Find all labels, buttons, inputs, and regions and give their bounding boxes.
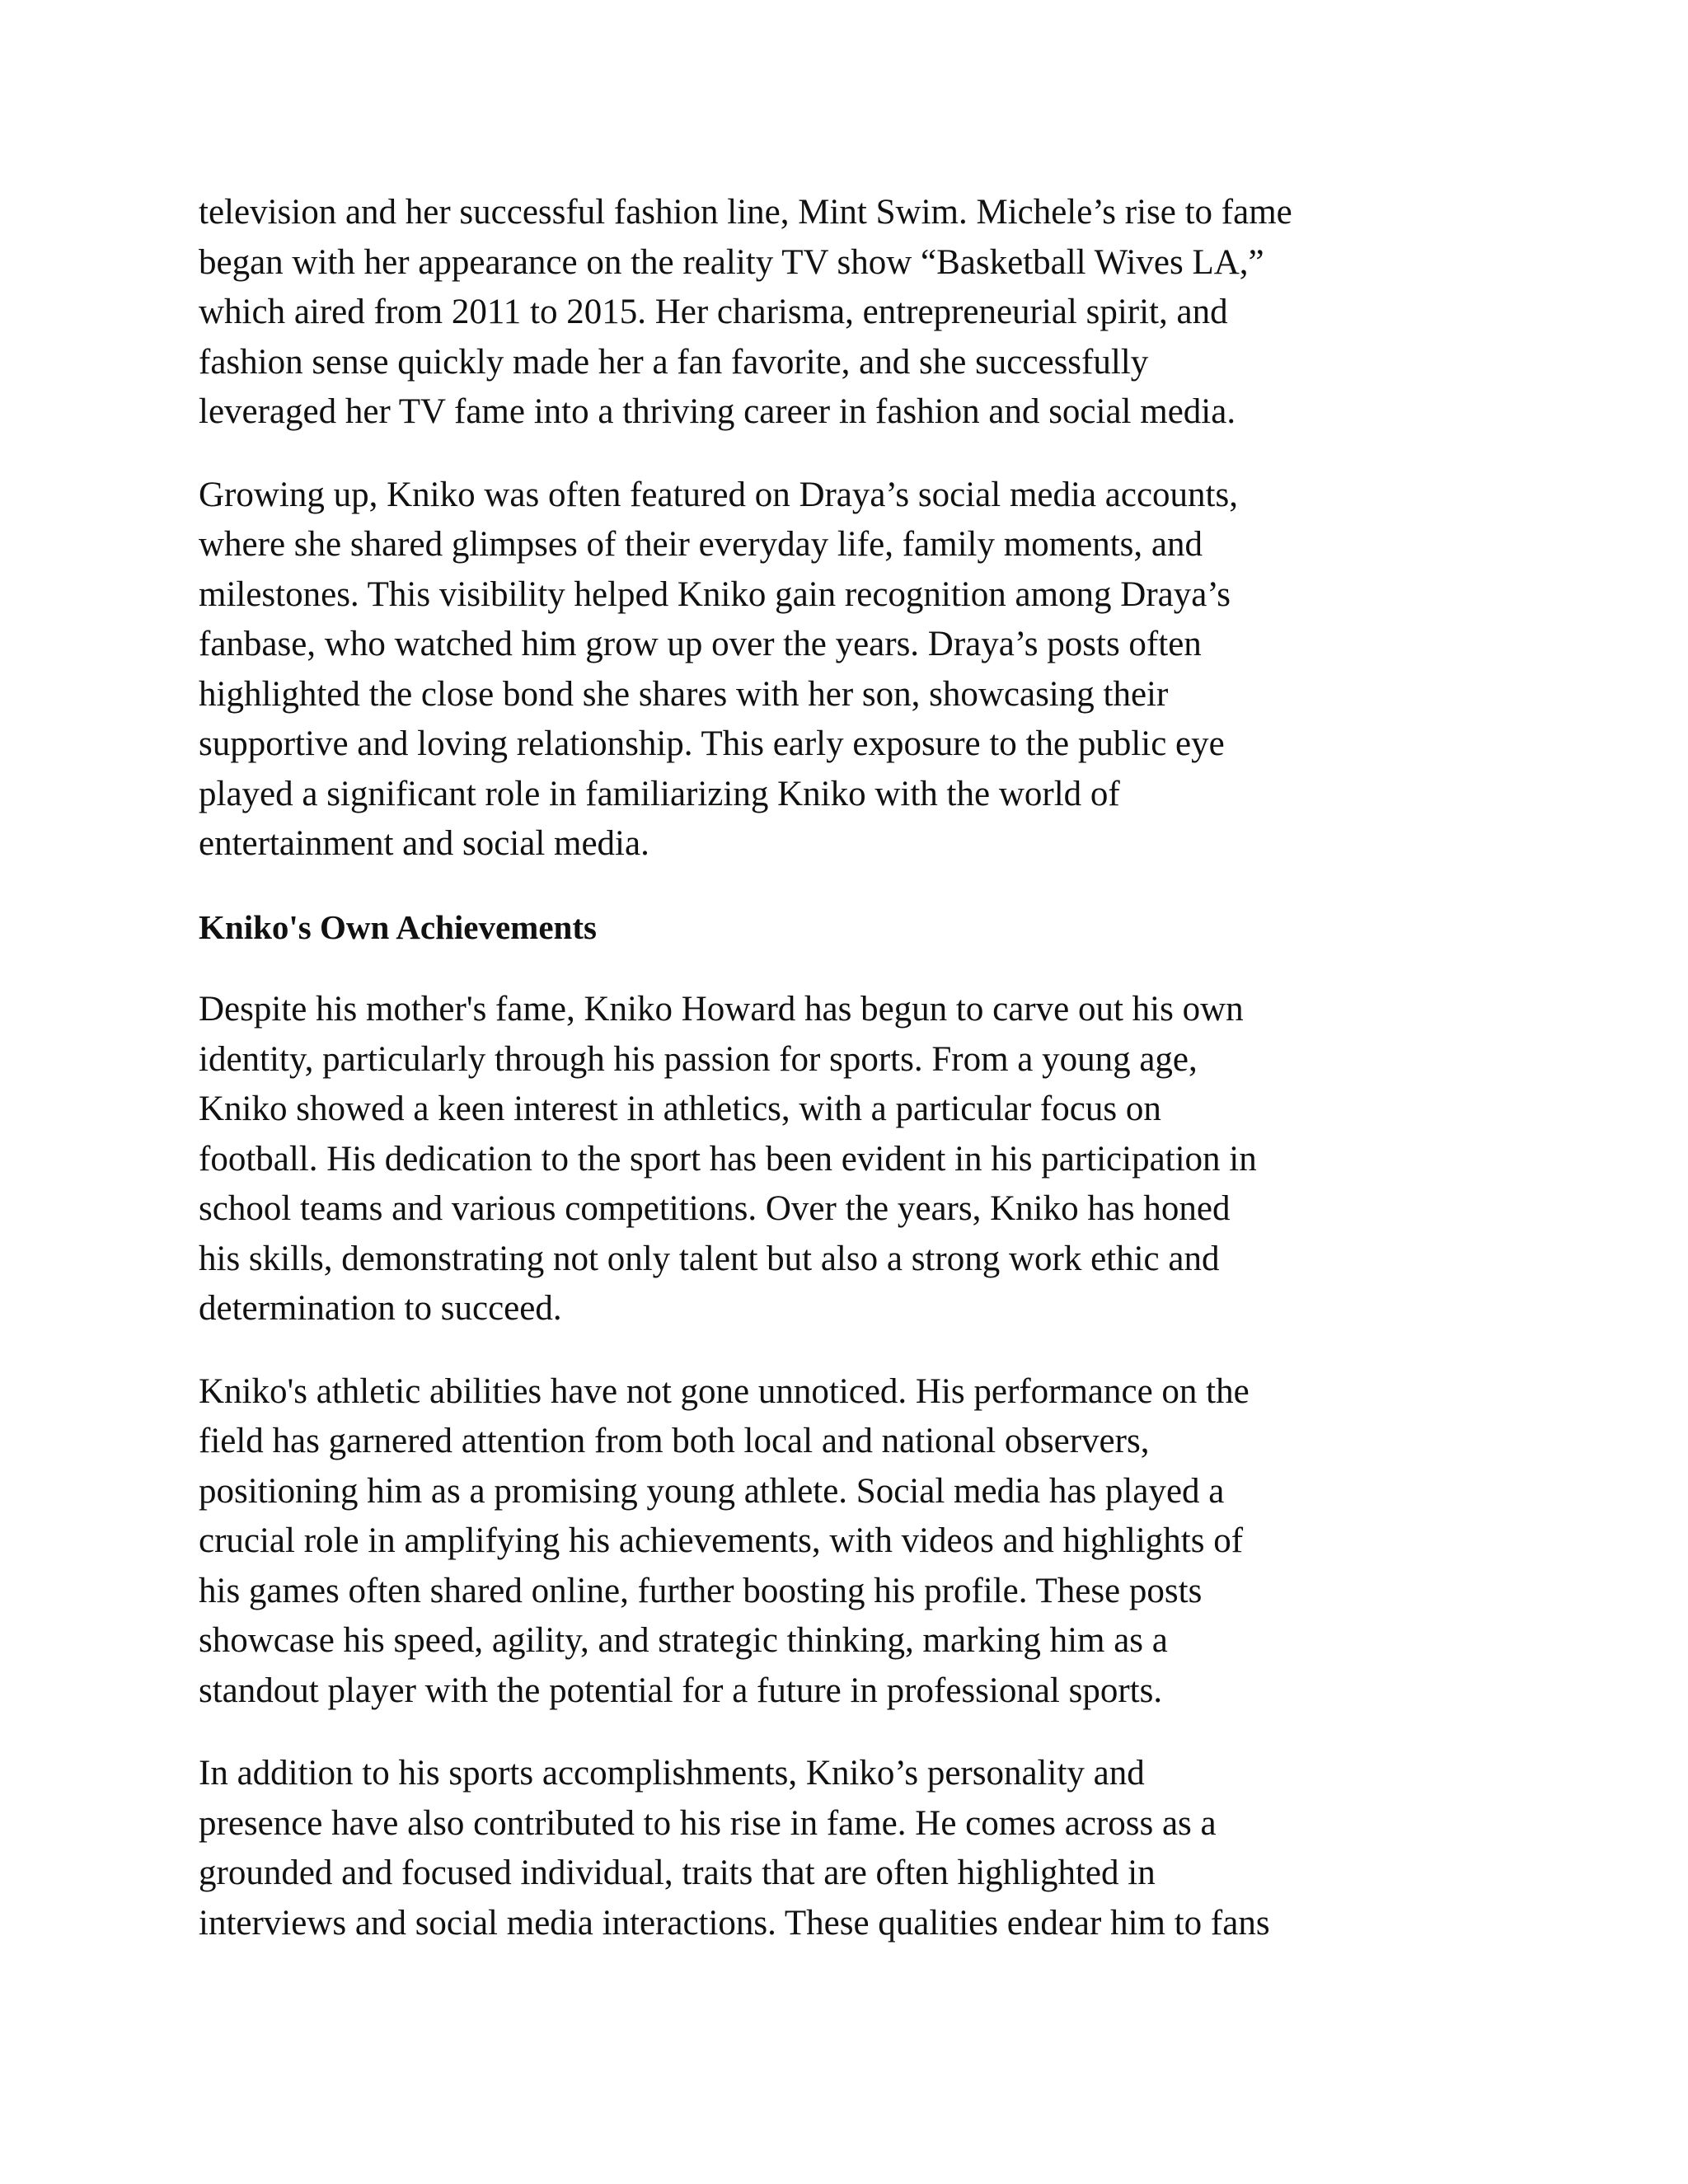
text-line: In addition to his sports accomplishments, Kniko’s personality and bbox=[199, 1754, 1145, 1793]
text-line: milestones. This visibility helped Kniko gain recognition among Draya’s bbox=[199, 574, 1231, 614]
text-line: Growing up, Kniko was often featured on Draya’s social media accounts, bbox=[199, 475, 1238, 514]
text-line: Kniko's athletic abilities have not gone unnoticed. His performance on the bbox=[199, 1371, 1250, 1411]
text-line: his games often shared online, further boosting his profile. These posts bbox=[199, 1571, 1203, 1610]
text-line: fashion sense quickly made her a fan favorite, and she successfully bbox=[199, 342, 1149, 382]
text-line: positioning him as a promising young athlete. Social media has played a bbox=[199, 1471, 1225, 1511]
text-line: leveraged her TV fame into a thriving career in fashion and social media. bbox=[199, 392, 1236, 431]
text-line: Kniko showed a keen interest in athletics, with a particular focus on bbox=[199, 1090, 1161, 1128]
text-line: supportive and loving relationship. This early exposure to the public eye bbox=[199, 724, 1225, 763]
text-line: determination to succeed. bbox=[199, 1289, 562, 1328]
text-line: where she shared glimpses of their everyday life, family moments, and bbox=[199, 525, 1203, 564]
text-line: fanbase, who watched him grow up over the years. Draya’s posts often bbox=[199, 625, 1202, 663]
text-line: highlighted the close bond she shares with her son, showcasing their bbox=[199, 674, 1169, 714]
paragraph-draya-career bbox=[199, 188, 1497, 438]
text-line: entertainment and social media. bbox=[199, 824, 649, 863]
text-line: his skills, demonstrating not only talent but also a strong work ethic and bbox=[199, 1239, 1220, 1278]
paragraph-athletic-abilities bbox=[199, 1367, 1497, 1717]
paragraph-personality bbox=[199, 1749, 1497, 1948]
text-line: which aired from 2011 to 2015. Her charisma, entrepreneurial spirit, and bbox=[199, 293, 1228, 331]
text-line: standout player with the potential for a future in professional sports. bbox=[199, 1671, 1163, 1710]
text-line: school teams and various competitions. Over the years, Kniko has honed bbox=[199, 1189, 1231, 1228]
section-heading: Kniko's Own Achievements bbox=[199, 907, 597, 946]
text-line: presence have also contributed to his rise in fame. He comes across as a bbox=[199, 1803, 1217, 1843]
text-line: interviews and social media interactions. These qualities endear him to fans bbox=[199, 1903, 1270, 1943]
document-body bbox=[199, 188, 1497, 1981]
text-line: crucial role in amplifying his achievements, with videos and highlights of bbox=[199, 1521, 1244, 1560]
paragraph-sports-identity bbox=[199, 985, 1497, 1334]
text-line: television and her successful fashion line, Mint Swim. Michele’s rise to fame bbox=[199, 193, 1292, 232]
text-line: began with her appearance on the reality TV show “Basketball Wives LA,” bbox=[199, 242, 1264, 282]
text-line: played a significant role in familiarizing Kniko with the world of bbox=[199, 774, 1120, 813]
text-line: football. His dedication to the sport has been evident in his participation in bbox=[199, 1139, 1257, 1179]
text-line: grounded and focused individual, traits that are often highlighted in bbox=[199, 1854, 1156, 1892]
text-line: Despite his mother's fame, Kniko Howard has begun to carve out his own bbox=[199, 990, 1244, 1029]
text-line: identity, particularly through his passion for sports. From a young age, bbox=[199, 1039, 1198, 1079]
text-line: field has garnered attention from both local and national observers, bbox=[199, 1422, 1150, 1460]
paragraph-growing-up bbox=[199, 471, 1497, 869]
text-line: showcase his speed, agility, and strategic thinking, marking him as a bbox=[199, 1621, 1168, 1660]
